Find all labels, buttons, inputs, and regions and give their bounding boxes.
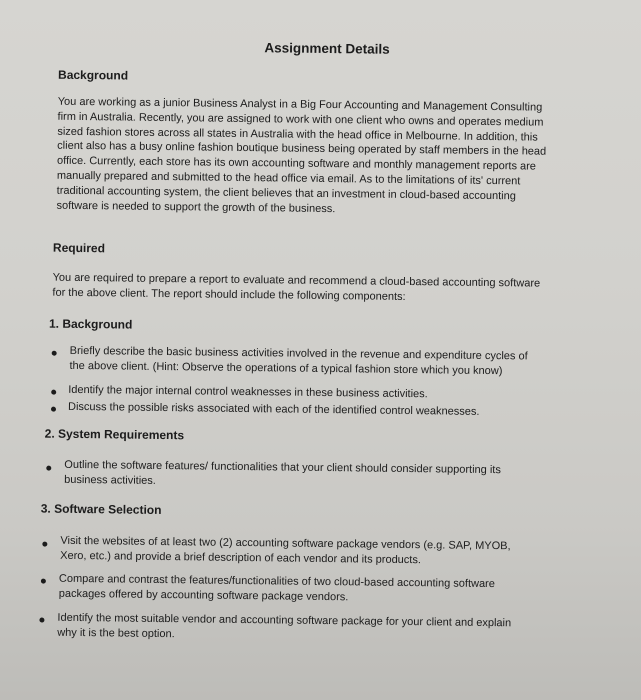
- required-heading: Required: [52, 240, 106, 256]
- section-1-bullet-1: Briefly describe the basic business activities involved in the revenue and expenditure cycles of the above client. (Hint: Observe the operations of a typical fashion store which you know): [69, 344, 528, 377]
- required-paragraph: You are required to prepare a report to evaluate and recommend a cloud-based accounting software for the above client. The report should include the following components:: [52, 271, 541, 303]
- section-2-heading: 2. System Requirements: [44, 426, 185, 443]
- bullet-icon: [41, 579, 46, 584]
- section-3-heading: 3. Software Selection: [40, 501, 162, 518]
- section-1-bullet-2: Identify the major internal control weaknesses in these business activities.: [68, 383, 428, 401]
- section-3-bullet-3: Identify the most suitable vendor and accounting software package for your client and explain why it is the best option.: [57, 611, 512, 640]
- bullet-icon: [52, 351, 57, 356]
- bullet-icon: [39, 618, 44, 623]
- background-heading: Background: [58, 67, 129, 83]
- section-3-bullet-1: Visit the websites of at least two (2) accounting software package vendors (e.g. SAP, MYOB, Xero, etc.) and provide a brief description of each vendor and its products.: [60, 534, 511, 566]
- bullet-icon: [42, 542, 47, 547]
- section-2-bullet-1: Outline the software features/ functionalities that your client should consider supporting its business activities.: [64, 458, 501, 487]
- bullet-icon: [51, 407, 56, 412]
- background-paragraph: You are working as a junior Business Analyst in a Big Four Accounting and Management Consulting firm in Australia. Recently, you are assigned to work with one client who owns and operates medium sized fashion stores across all states in Australia with the head office in Melbourne. In addition, this client also has a busy online fashion boutique business being operated by staff members in the head office. Currently, each store has its own accounting software and monthly management reports are manually prepared and submitted to the head office via email. As to the limitations of its' current traditional accounting system, the client believes that an investment in cloud-based accounting software is needed to support the growth of the business.: [56, 95, 547, 215]
- section-1-heading: 1. Background: [48, 316, 133, 332]
- section-1-bullet-3: Discuss the possible risks associated with each of the identified control weaknesses.: [67, 400, 480, 418]
- section-3-bullet-2: Compare and contrast the features/functionalities of two cloud-based accounting software packages offered by accounting software package vendors.: [58, 572, 495, 604]
- bullet-icon: [51, 390, 56, 395]
- bullet-icon: [46, 466, 51, 471]
- page-title: Assignment Details: [264, 40, 390, 57]
